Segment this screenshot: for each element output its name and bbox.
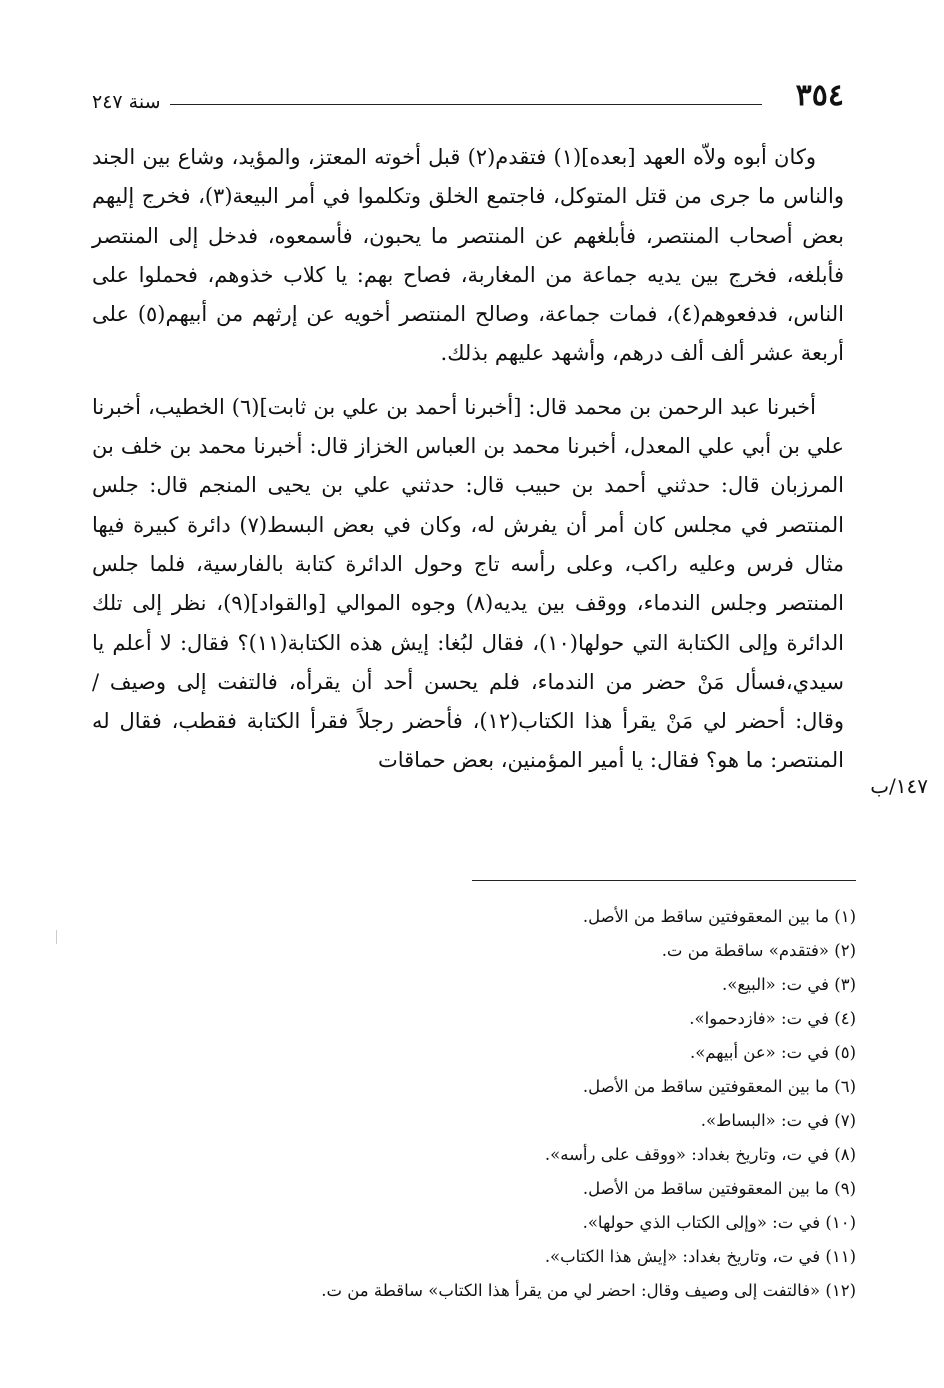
header-rule (170, 104, 762, 105)
footnote: (٣) في ت: «البيع». (721, 975, 856, 994)
main-text (92, 138, 844, 781)
footnote: (٩) ما بين المعقوفتين ساقط من الأصل. (582, 1179, 856, 1198)
manuscript-folio-note: ١٤٧/ب (870, 774, 928, 798)
footnote: (١٢) «فالتفت إلى وصيف وقال: احضر لي من يقرأ هذا الكتاب» ساقطة من ت. (321, 1281, 856, 1300)
running-header (92, 78, 854, 118)
footnote: (٥) في ت: «عن أبيهم». (689, 1043, 856, 1062)
page-number: ٣٥٤ (795, 78, 844, 113)
footnote: (٢) «فتقدم» ساقطة من ت. (661, 941, 856, 960)
running-title-year: سنة ٢٤٧ (92, 91, 161, 113)
footnotes (156, 900, 856, 1308)
paragraph: وكان أبوه ولاّه العهد [بعده](١) فتقدم(٢) قبل أخوته المعتز، والمؤيد، وشاع بين الجند والناس ما جرى من قتل المتوكل، فاجتمع الخلق وتكلموا في أمر البيعة(٣)، فخرج إليهم بعض أصحاب المنتصر، فأبلغهم عن المنتصر ما يحبون، فأسمعوه، فدخل إلى المنتصر فأبلغه، فخرج بين يديه جماعة من المغاربة، فصاح بهم: يا كلاب خذوهم، فحملوا على الناس، فدفعوهم(٤)، فمات جماعة، وصالح المنتصر أخويه عن إرثهم من أبيهم(٥) على أربعة عشر ألف ألف درهم، وأشهد عليهم بذلك. (92, 145, 844, 366)
footnote: (٧) في ت: «البساط». (700, 1111, 856, 1130)
footnote: (١١) في ت، وتاريخ بغداد: «إيش هذا الكتاب». (544, 1247, 856, 1266)
paragraph: أخبرنا عبد الرحمن بن محمد قال: [أخبرنا أحمد بن علي بن ثابت](٦) الخطيب، أخبرنا علي بن أبي علي المعدل، أخبرنا محمد بن العباس الخزاز قال: أخبرنا محمد بن خلف بن المرزبان قال: حدثني أحمد بن حبيب قال: حدثني علي بن يحيى المنجم قال: جلس المنتصر في مجلس كان أمر أن يفرش له، وكان في بعض البسط(٧) دائرة كبيرة فيها مثال فرس وعليه راكب، وعلى رأسه تاج وحول الدائرة كتابة بالفارسية، فلما جلس المنتصر وجلس الندماء، ووقف بين يديه(٨) وجوه الموالي [والقواد](٩)، نظر إلى تلك الدائرة وإلى الكتابة التي حولها(١٠)، فقال لبُغا: إيش هذه الكتابة(١١)؟ فقال: لا أعلم يا سيدي،فسأل مَنْ حضر من الندماء، فلم يحسن أحد أن يقرأه، فالتفت إلى وصيف / وقال: أحضر لي مَنْ يقرأ هذا الكتاب(١٢)، فأحضر رجلاً فقرأ الكتابة فقطب، فقال له المنتصر: ما هو؟ فقال: يا أمير المؤمنين، بعض حماقات (92, 394, 844, 773)
footnote: (٤) في ت: «فازدحموا». (689, 1009, 856, 1028)
scan-mark (56, 930, 60, 944)
footnote: (٦) ما بين المعقوفتين ساقط من الأصل. (582, 1077, 856, 1096)
footnote: (١) ما بين المعقوفتين ساقط من الأصل. (582, 907, 856, 926)
footnote-separator (472, 880, 856, 881)
footnote: (١٠) في ت: «وإلى الكتاب الذي حولها». (582, 1213, 856, 1232)
footnote: (٨) في ت، وتاريخ بغداد: «ووقف على رأسه». (544, 1145, 856, 1164)
